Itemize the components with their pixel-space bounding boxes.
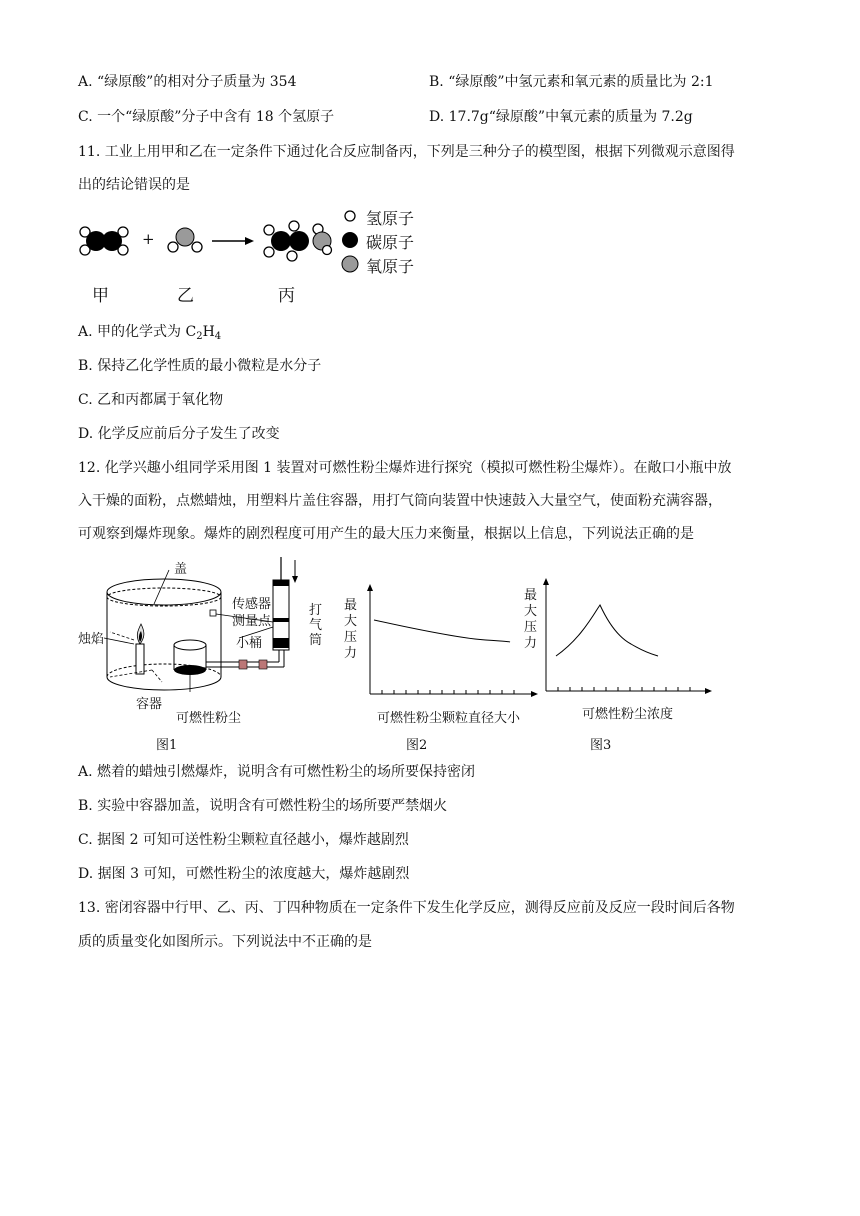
fig3-ylabel-4: 力 [524, 636, 538, 651]
legend-hydrogen-label: 氢原子 [366, 209, 415, 228]
q12-option-a: A. 燃着的蜡烛引燃爆炸，说明含有可燃性粉尘的场所要保持密闭 [78, 764, 476, 780]
fig1-sensor-label-1: 传感器 [232, 597, 272, 612]
fig2-ylabel-2: 大 [344, 614, 358, 629]
molecule-bing [264, 221, 332, 261]
fig1-pump-label-1: 打 [309, 603, 323, 618]
q12-stem-line3: 可观察到爆炸现象。爆炸的剧烈程度可用产生的最大压力来衡量，根据以上信息，下列说法正确的是 [78, 526, 694, 542]
fig3-ylabel-1: 最 [524, 588, 538, 603]
molecule-reaction-diagram [76, 212, 346, 272]
q12-stem-line1: 12. 化学兴趣小组同学采用图 1 装置对可燃性粉尘爆炸进行探究（模拟可燃性粉尘爆炸）。在敞口小瓶中放 [78, 460, 732, 476]
q11-option-b: B. 保持乙化学性质的最小微粒是水分子 [78, 358, 322, 374]
reaction-arrow-icon [212, 237, 254, 245]
fig2-ylabel-1: 最 [344, 598, 358, 613]
q11-stem-line2: 出的结论错误的是 [78, 177, 190, 193]
fig1-pump-label-2: 气 [309, 618, 323, 633]
fig3-caption: 图3 [590, 738, 612, 753]
fig1-bucket-label: 小桶 [236, 636, 263, 651]
fig1-dust-label: 可燃性粉尘 [176, 711, 242, 726]
fig3-ylabel-2: 大 [524, 604, 538, 619]
atom-legend-icons [341, 206, 361, 276]
fig2-ylabel-4: 力 [344, 646, 358, 661]
q10-option-a: A. “绿原酸”的相对分子质量为 354 [78, 74, 297, 90]
q12-option-d: D. 据图 3 可知，可燃性粉尘的浓度越大，爆炸越剧烈 [78, 866, 410, 882]
fig2-xlabel: 可燃性粉尘颗粒直径大小 [377, 711, 521, 726]
q13-stem-line1: 13. 密闭容器中行甲、乙、丙、丁四种物质在一定条件下发生化学反应，测得反应前及反应一段时间后各物 [78, 900, 735, 916]
plus-sign: + [142, 230, 155, 248]
q11-option-c: C. 乙和丙都属于氧化物 [78, 392, 224, 408]
q10-option-d: D. 17.7g“绿原酸”中氧元素的质量为 7.2g [429, 109, 693, 125]
figure2-chart [360, 584, 540, 700]
q12-stem-line2: 入干燥的面粉，点燃蜡烛，用塑料片盖住容器，用打气筒向装置中快速鼓入大量空气，使面粉充满容器， [78, 493, 722, 509]
fig2-ylabel-3: 压 [344, 630, 358, 645]
fig1-container-label: 容器 [136, 697, 163, 712]
fig1-flame-label: 烛焰 [78, 632, 105, 647]
label-jia: 甲 [92, 286, 109, 306]
q10-option-b: B. “绿原酸”中氢元素和氧元素的质量比为 2:1 [429, 74, 714, 90]
q11-option-a: A. 甲的化学式为 $C_2H_4$ [78, 324, 222, 342]
molecule-jia [80, 227, 128, 255]
q12-option-b: B. 实验中容器加盖，说明含有可燃性粉尘的场所要严禁烟火 [78, 798, 448, 814]
q11-option-d: D. 化学反应前后分子发生了改变 [78, 426, 280, 442]
legend-oxygen-label: 氧原子 [366, 257, 415, 276]
fig1-pump-label-3: 筒 [309, 633, 323, 648]
q11-stem-line1: 11. 工业上用甲和乙在一定条件下通过化合反应制备丙，下列是三种分子的模型图，根据下列微观示意图得 [78, 144, 735, 160]
molecule-yi [168, 228, 202, 252]
legend-carbon-label: 碳原子 [366, 233, 415, 252]
fig1-sensor-label-2: 测量点 [232, 614, 272, 629]
label-yi: 乙 [177, 286, 194, 306]
q13-stem-line2: 质的质量变化如图所示。下列说法中不正确的是 [78, 934, 372, 950]
fig2-caption: 图2 [406, 738, 428, 753]
fig1-caption: 图1 [156, 738, 178, 753]
figure3-chart [536, 578, 716, 694]
q10-option-c: C. 一个“绿原酸”分子中含有 18 个氢原子 [78, 109, 335, 125]
fig3-xlabel: 可燃性粉尘浓度 [582, 707, 674, 722]
fig3-ylabel-3: 压 [524, 620, 538, 635]
label-bing: 丙 [278, 286, 295, 306]
q12-option-c: C. 据图 2 可知可送性粉尘颗粒直径越小，爆炸越剧烈 [78, 832, 409, 848]
fig1-lid-label: 盖 [174, 562, 188, 577]
